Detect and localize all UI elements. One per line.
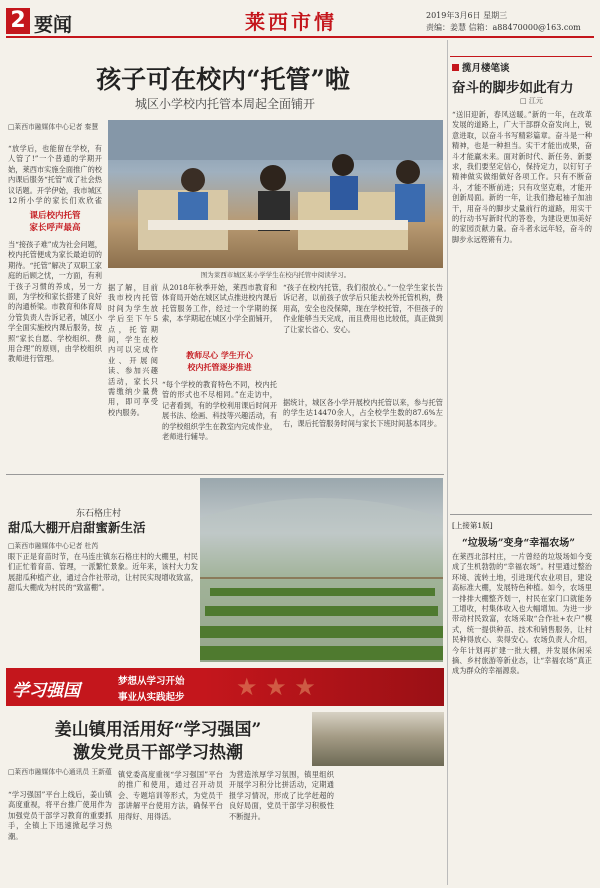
village-photo bbox=[200, 478, 443, 662]
lead-subhead-mid: 教师尽心 学生开心 校内托管逐步推进 bbox=[186, 351, 253, 372]
study-line-1: 梦想从学习开始 bbox=[118, 676, 185, 687]
village-series: 东石格庄村 bbox=[76, 509, 122, 519]
bottom-photo bbox=[312, 712, 444, 766]
lead-col3-para-2: 据统计，城区各小学开展校内托管以来，参与托管的学生达14470余人，占全校学生数的87.6%左右，课后托管服务时间与家长下班时间基本同步。 bbox=[283, 398, 443, 428]
lead-photo-caption: 图为莱西市城区某小学学生在校内托管中阅读学习。 bbox=[200, 271, 351, 279]
editor-line: 责编：姜慧 信箱：a88470000@163.com bbox=[426, 23, 581, 32]
column-body: “送旧迎新，春风送暖。”新的一年，在改革发展的道路上，广大干部群众奋发向上，锐意进取，以奋斗书写精彩篇章。奋斗是一种精神，也是一种担当。实干才能出成果，奋斗才能赢未来。面对新时代、新任务、新要求，我们要坚定信心，保持定力，以钉钉子精神做实做细做好各项工作。只有不断奋斗，才能不断前进；只有攻坚克难，才能开创新局面。新的一年，让我们撸起袖子加油干，用奋斗的脚步丈量前行的道路，用实干的行动书写新时代的答卷，为建设更加美好的家园贡献力量。奋斗者永远年轻，奋斗的脚步永远铿锵有力。 bbox=[452, 110, 592, 244]
bottom-body-1: “学习强国”平台上线后，姜山镇高度重视，将平台推广使用作为加强党员干部学习教育的重要抓手，全镇上下迅速掀起学习热潮。 bbox=[8, 790, 112, 841]
village-body: 眼下正是育苗时节，在马连庄镇东石格庄村的大棚里，村民们正忙着育苗、管理，一派繁忙景象。近年来，该村大力发展甜瓜种植产业，通过合作社带动，让村民实现增收致富，甜瓜大棚成为村民的“致富棚”。 bbox=[8, 552, 198, 593]
section-rule-mid bbox=[6, 474, 444, 475]
page-number: 2 bbox=[10, 8, 26, 33]
date-line: 2019年3月6日 星期三 bbox=[426, 11, 508, 20]
study-banner bbox=[6, 668, 444, 706]
bottom-body-3: 为营造浓厚学习氛围，镇里组织开展学习积分比拼活动，定期通报学习情况，形成了比学赶超的良好局面，党员干部学习积极性不断提升。 bbox=[229, 770, 334, 821]
lead-col2-para: 从2018年秋季开始，莱西市教育和体育局开始在城区试点推进校内课后托管服务工作，经过一个学期的探索，本学期起在城区小学全面铺开， bbox=[162, 283, 277, 324]
village-title: 甜瓜大棚开启甜蜜新生活 bbox=[8, 520, 146, 535]
lead-para-3: 据了解，目前我市校内托管时间为学生放学后至下午5点，托管期间，学生在校内可以完成作业、开展阅读、参加兴趣活动，家长只需缴纳少量费用，即可享受校内服务。 bbox=[108, 283, 158, 417]
column-title: 奋斗的脚步如此有力 bbox=[452, 80, 574, 96]
lead-para-2: 当“接孩子难”成为社会问题，校内托管便成为家长最迫切的期待。“托管”解决了双职工家庭的后顾之忧，一方面，有利于孩子习惯的养成，另一方面，为学校和家长搭建了良好的沟通桥梁。市教育和体育局分管负责人告诉记者，城区小学全面实施校内课后服务，按照“家长自愿、学校组织、费用合理”的原则，由学校组织教师进行管理。 bbox=[8, 240, 102, 364]
rural-title: “垃圾场”变身“幸福农场” bbox=[462, 538, 576, 549]
lead-title: 孩子可在校内“托管”啦 bbox=[96, 65, 350, 94]
greenhouse-illustration bbox=[200, 478, 443, 662]
column-author: □ 江元 bbox=[520, 97, 543, 105]
rural-rule bbox=[450, 514, 592, 515]
column-label-text: 揽月楼笔谈 bbox=[462, 63, 510, 74]
lead-photo-illustration bbox=[108, 120, 443, 268]
lead-subhead-left: 课后校内托管 家长呼声最高 bbox=[29, 211, 81, 233]
rural-body: 在莱西北部村庄，一片曾经的垃圾场如今变成了生机勃勃的“幸福农场”。村里通过整治环境、流转土地，引进现代农业项目，建设高标准大棚，发展特色种植。如今，农场里一排排大棚整齐划一，村民在家门口就能务工增收，村集体收入也大幅增加。为进一步带动村民致富，农场采取“合作社+农户”模式，统一提供种苗、技术和销售服务，让村民种得放心、卖得安心。农场负责人介绍，今年计划再扩建一批大棚，并发展休闲采摘、乡村旅游等新业态，让“幸福农场”真正成为群众的幸福源泉。 bbox=[452, 552, 592, 676]
column-label bbox=[452, 60, 510, 74]
section-title: 要闻 bbox=[34, 14, 73, 36]
column-rule-top bbox=[450, 56, 592, 57]
bottom-byline: □莱西市融媒体中心通讯员 王新蕴 bbox=[8, 768, 112, 776]
lead-para-1: “放学后，也能留在学校，有人管了!”一个普通的学期开始，莱西市实施全面推广的校内课后服务“托管”成了社会热议话题。开学伊始，我市城区12所小学的家长们欢欣雀 bbox=[8, 144, 102, 206]
bottom-title-1: 姜山镇用活用好“学习强国” bbox=[54, 720, 262, 740]
column-divider bbox=[447, 40, 448, 885]
paper-name: 莱西市情 bbox=[245, 10, 337, 34]
star-icon: ★ ★ ★ bbox=[236, 673, 316, 701]
study-logo: 学习强国 bbox=[12, 681, 80, 701]
lead-byline: □莱西市融媒体中心记者 秦慧 bbox=[8, 123, 99, 131]
study-line-2: 事业从实践起步 bbox=[118, 692, 185, 703]
bottom-body-2: 镇党委高度重视“学习强国”平台的推广和使用，通过召开动员会、专题培训等形式，为党员干部讲解平台使用方法，确保平台用得好、用得活。 bbox=[118, 770, 223, 821]
bottom-body-4 bbox=[340, 770, 444, 882]
lead-photo bbox=[108, 120, 443, 268]
header-rule bbox=[6, 36, 594, 38]
lead-col3-para: “孩子在校内托管，我们很放心。”一位学生家长告诉记者，以前孩子放学后只能去校外托管机构，费用高，安全也没保障，现在学校托管，不但孩子的作业能够当天完成，而且费用也比较低，真正做到了让家长省心、安心。 bbox=[283, 283, 443, 334]
village-byline: □莱西市融媒体中心记者 杜芮 bbox=[8, 542, 99, 550]
column-marker-icon bbox=[452, 64, 459, 71]
lead-subtitle: 城区小学校内托管本周起全面铺开 bbox=[134, 97, 315, 111]
bottom-title-2: 激发党员干部学习热潮 bbox=[73, 743, 243, 763]
page-number-box bbox=[6, 8, 30, 34]
rural-tag: [上接第1版] bbox=[452, 521, 493, 530]
lead-col2-para-2: “每个学校的教育特色不同，校内托管的形式也不尽相同。”在走访中，记者看到，有的学校利用课后时间开展书法、绘画、科技等兴趣活动，有的学校组织学生在教室内完成作业，老师进行辅导。 bbox=[162, 380, 277, 442]
